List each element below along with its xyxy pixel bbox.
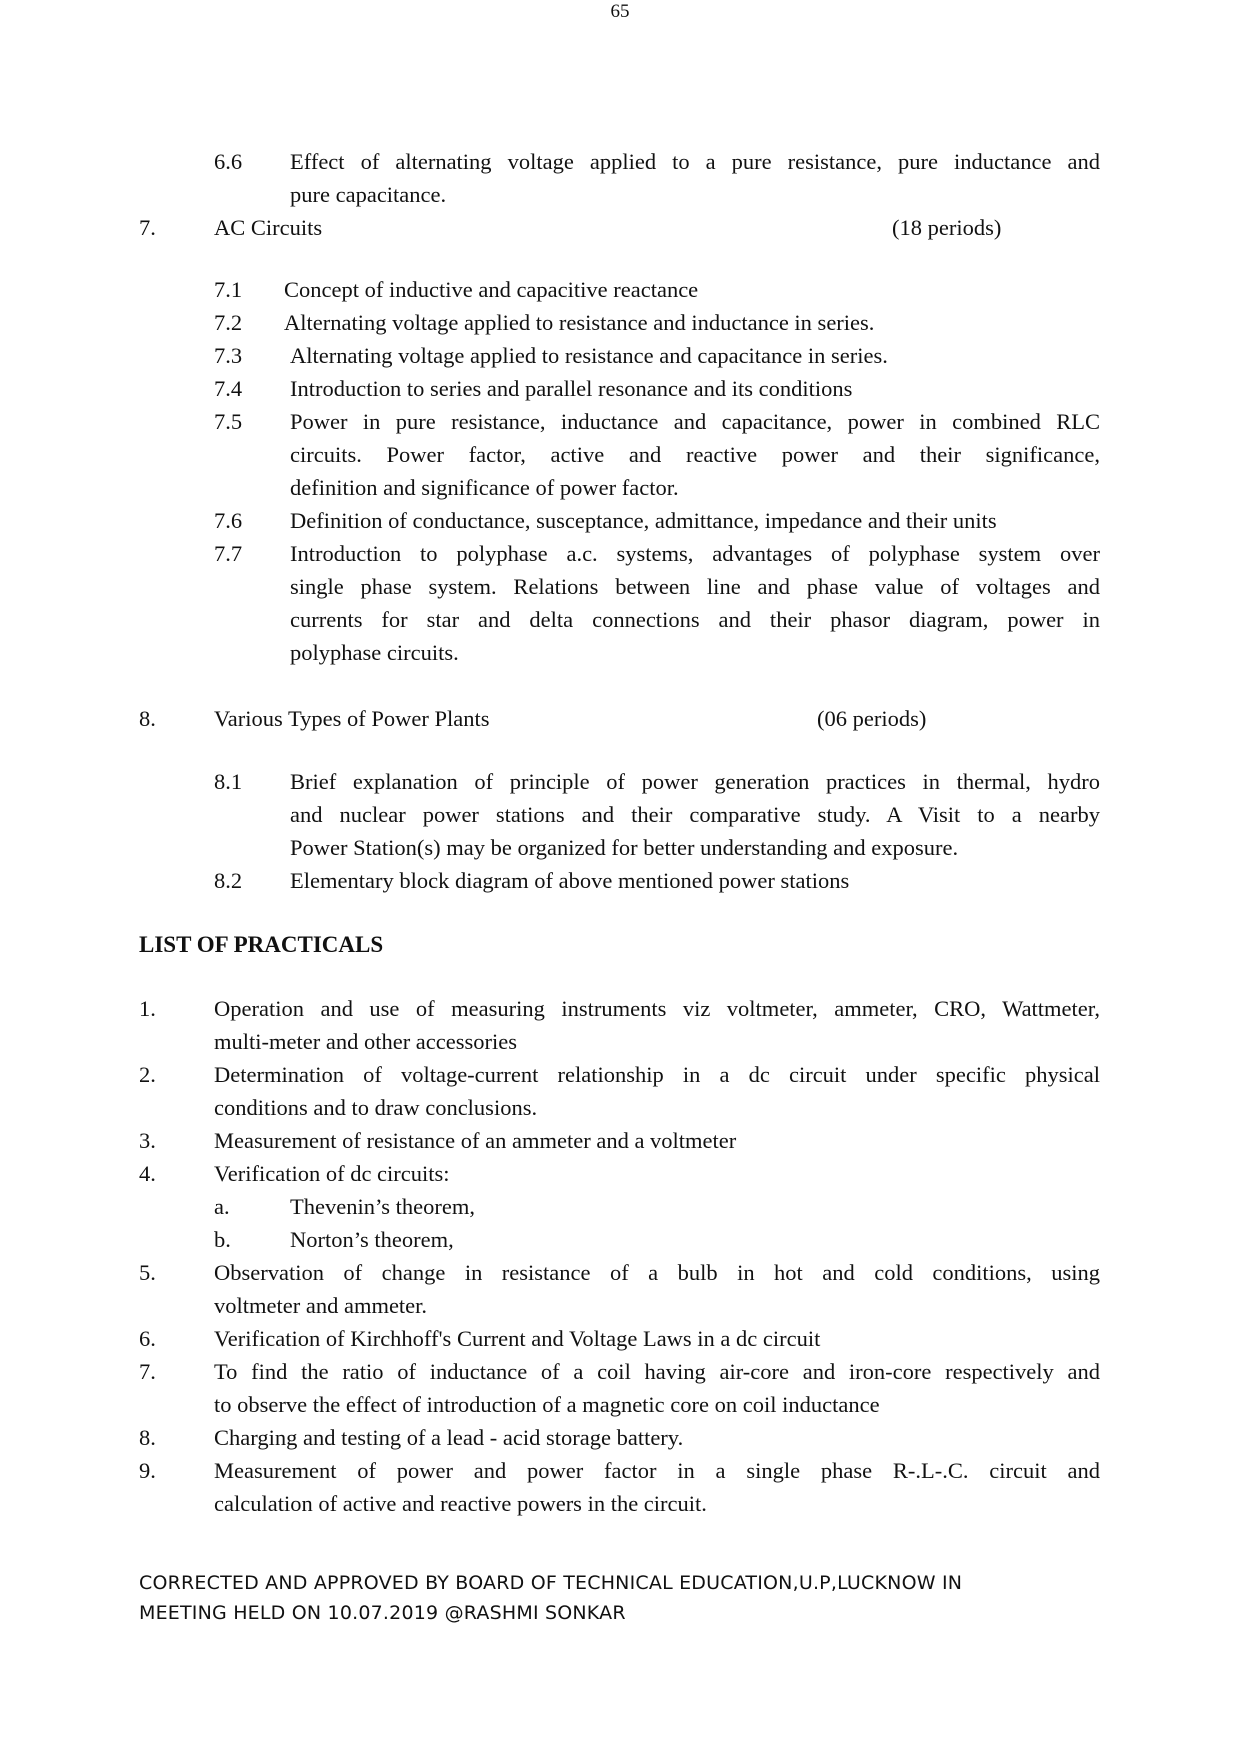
item-number: 7.2 bbox=[214, 310, 243, 335]
item-text-line: pure capacitance. bbox=[290, 182, 447, 207]
section-periods: (18 periods) bbox=[892, 215, 1002, 240]
item-number: 8.2 bbox=[214, 868, 243, 893]
item-text-line: Definition of conductance, susceptance, admittance, impedance and their units bbox=[290, 508, 997, 533]
practical-text-line: Operation and use of measuring instruments viz voltmeter, ammeter, CRO, Wattmeter, bbox=[214, 996, 1100, 1021]
item-text-line: single phase system. Relations between line and phase value of voltages and bbox=[290, 574, 1100, 599]
item-number: 8.1 bbox=[214, 769, 243, 794]
practical-number: 2. bbox=[139, 1062, 156, 1087]
sub-item-text: Norton’s theorem, bbox=[290, 1227, 454, 1252]
practical-text-line: Verification of dc circuits: bbox=[214, 1161, 450, 1186]
footer-line: CORRECTED AND APPROVED BY BOARD OF TECHNICAL EDUCATION,U.P,LUCKNOW IN bbox=[139, 1572, 963, 1594]
practical-text-line: to observe the effect of introduction of a magnetic core on coil inductance bbox=[214, 1392, 880, 1417]
practical-text-line: Determination of voltage-current relationship in a dc circuit under specific physical bbox=[214, 1062, 1100, 1087]
item-text-line: Alternating voltage applied to resistance and inductance in series. bbox=[284, 310, 875, 335]
item-text-line: definition and significance of power factor. bbox=[290, 475, 679, 500]
section-periods: (06 periods) bbox=[817, 706, 927, 731]
practical-text-line: Observation of change in resistance of a bulb in hot and cold conditions, using bbox=[214, 1260, 1100, 1285]
sub-item-letter: b. bbox=[214, 1227, 231, 1252]
footer-line: MEETING HELD ON 10.07.2019 @RASHMI SONKAR bbox=[139, 1602, 626, 1624]
practical-number: 4. bbox=[139, 1161, 156, 1186]
item-number: 7.3 bbox=[214, 343, 243, 368]
practical-number: 3. bbox=[139, 1128, 156, 1153]
item-number: 6.6 bbox=[214, 149, 243, 174]
section-number: 8. bbox=[139, 706, 156, 731]
sub-item-letter: a. bbox=[214, 1194, 230, 1219]
practicals-heading: LIST OF PRACTICALS bbox=[139, 932, 384, 957]
item-text-line: Alternating voltage applied to resistance and capacitance in series. bbox=[290, 343, 888, 368]
practical-text-line: voltmeter and ammeter. bbox=[214, 1293, 428, 1318]
practical-text-line: calculation of active and reactive powers in the circuit. bbox=[214, 1491, 707, 1516]
practical-text-line: Measurement of resistance of an ammeter and a voltmeter bbox=[214, 1128, 737, 1153]
section-number: 7. bbox=[139, 215, 156, 240]
item-text-line: Power in pure resistance, inductance and capacitance, power in combined RLC bbox=[290, 409, 1100, 434]
practical-text-line: conditions and to draw conclusions. bbox=[214, 1095, 538, 1120]
sub-item-text: Thevenin’s theorem, bbox=[290, 1194, 475, 1219]
practical-number: 1. bbox=[139, 996, 156, 1021]
practical-text-line: multi-meter and other accessories bbox=[214, 1029, 518, 1054]
item-number: 7.1 bbox=[214, 277, 243, 302]
item-text-line: Elementary block diagram of above mentioned power stations bbox=[290, 868, 850, 893]
item-number: 7.7 bbox=[214, 541, 243, 566]
practical-text-line: Charging and testing of a lead - acid storage battery. bbox=[214, 1425, 684, 1450]
practical-number: 5. bbox=[139, 1260, 156, 1285]
item-text-line: circuits. Power factor, active and reactive power and their significance, bbox=[290, 442, 1100, 467]
item-text-line: polyphase circuits. bbox=[290, 640, 459, 665]
item-text-line: Introduction to polyphase a.c. systems, advantages of polyphase system over bbox=[290, 541, 1100, 566]
item-number: 7.4 bbox=[214, 376, 243, 401]
item-text-line: Introduction to series and parallel resonance and its conditions bbox=[290, 376, 853, 401]
practical-text-line: Measurement of power and power factor in a single phase R-.L-.C. circuit and bbox=[214, 1458, 1100, 1483]
practical-number: 8. bbox=[139, 1425, 156, 1450]
item-number: 7.6 bbox=[214, 508, 243, 533]
item-text-line: Concept of inductive and capacitive reactance bbox=[284, 277, 699, 302]
practical-text-line: To find the ratio of inductance of a coil having air-core and iron-core respectively and bbox=[214, 1359, 1100, 1384]
item-text-line: Effect of alternating voltage applied to a pure resistance, pure inductance and bbox=[290, 149, 1100, 174]
item-text-line: and nuclear power stations and their comparative study. A Visit to a nearby bbox=[290, 802, 1100, 827]
section-title: AC Circuits bbox=[214, 215, 323, 240]
section-title: Various Types of Power Plants bbox=[214, 706, 490, 731]
item-text-line: Brief explanation of principle of power generation practices in thermal, hydro bbox=[290, 769, 1100, 794]
item-number: 7.5 bbox=[214, 409, 243, 434]
practical-number: 9. bbox=[139, 1458, 156, 1483]
item-text-line: currents for star and delta connections and their phasor diagram, power in bbox=[290, 607, 1100, 632]
practical-number: 6. bbox=[139, 1326, 156, 1351]
page-number: 65 bbox=[610, 1, 630, 22]
practical-number: 7. bbox=[139, 1359, 156, 1384]
item-text-line: Power Station(s) may be organized for better understanding and exposure. bbox=[290, 835, 959, 860]
practical-text-line: Verification of Kirchhoff's Current and Voltage Laws in a dc circuit bbox=[214, 1326, 821, 1351]
